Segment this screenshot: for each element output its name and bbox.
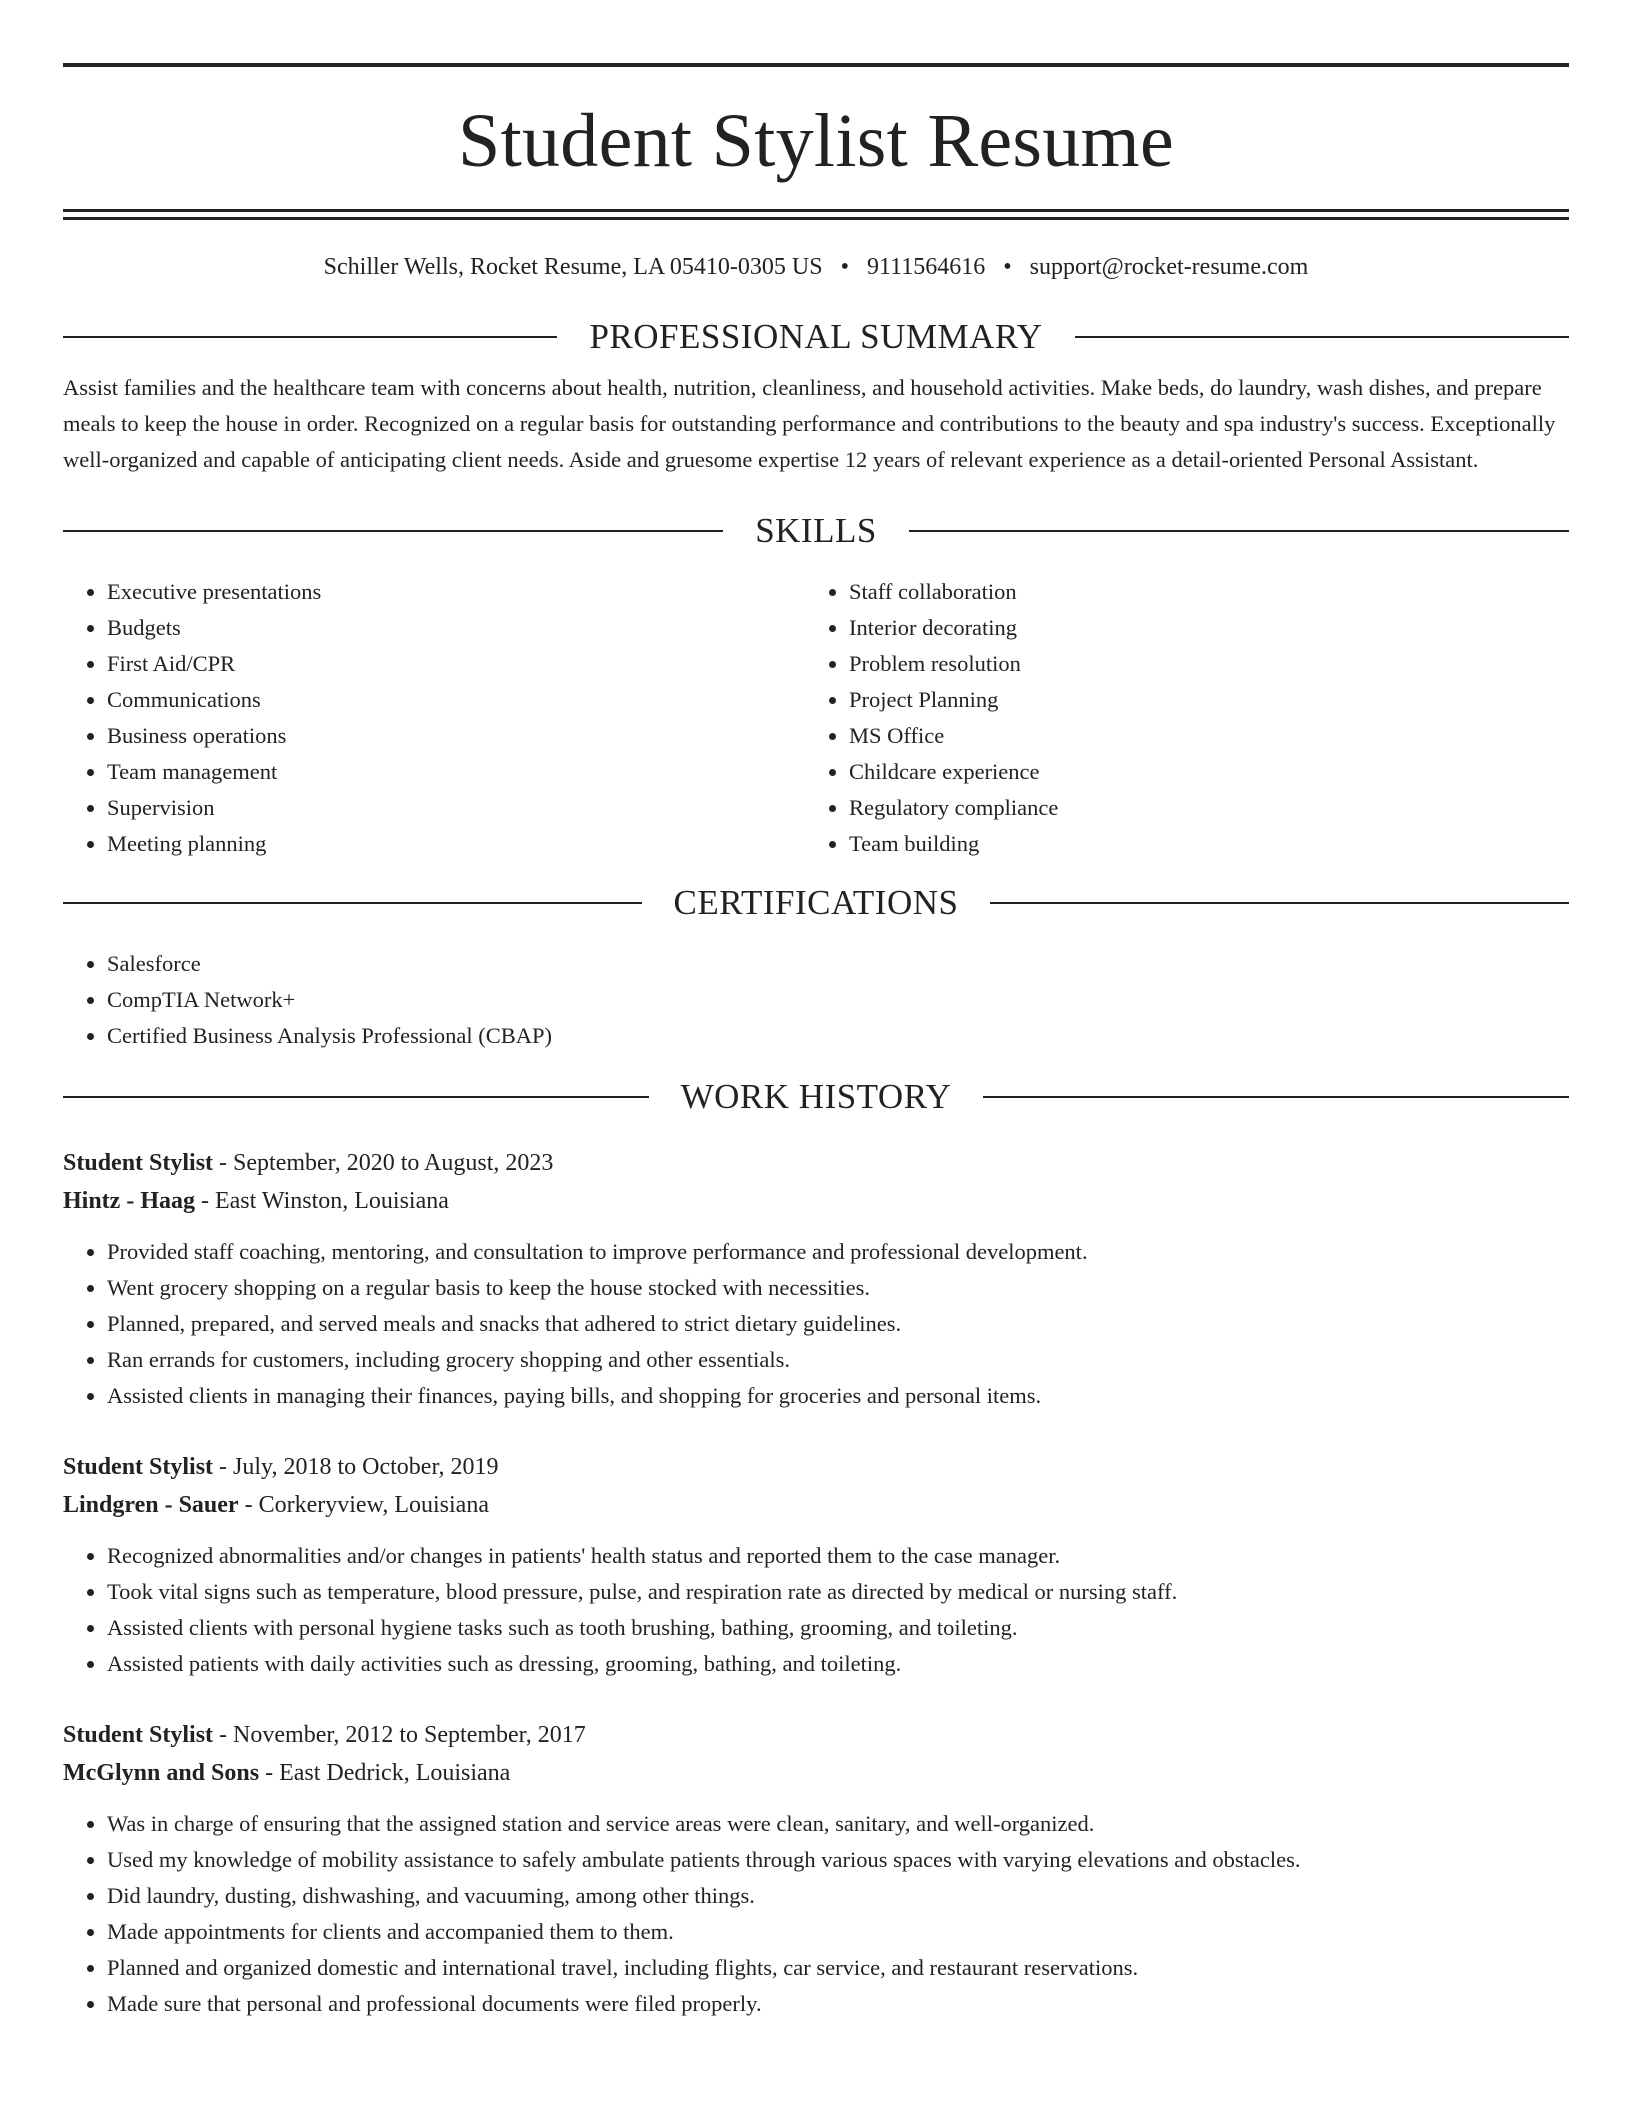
job-bullet: • Made sure that personal and professional documents were filed properly.	[107, 1986, 1569, 2022]
skills-title: SKILLS	[755, 510, 877, 550]
job-title-line	[63, 1144, 1569, 1182]
skills-column-left	[63, 574, 805, 862]
top-rule	[63, 63, 1569, 67]
summary-title: PROFESSIONAL SUMMARY	[589, 316, 1043, 356]
skill-item: • First Aid/CPR	[107, 646, 805, 682]
contact-address: Schiller Wells, Rocket Resume, LA 05410-0305 US	[323, 254, 823, 280]
job-title: Student Stylist	[63, 1453, 214, 1480]
skills-column-right	[805, 574, 1547, 862]
job-bullets	[63, 1234, 1569, 1414]
job-company-line	[63, 1486, 1569, 1524]
job-entry	[63, 1144, 1569, 1414]
job-bullet: • Used my knowledge of mobility assistance to safely ambulate patients through various spaces with varying elevations and obstacles.	[107, 1842, 1569, 1878]
job-bullet: • Assisted clients with personal hygiene tasks such as tooth brushing, bathing, grooming, and toileting.	[107, 1610, 1569, 1646]
job-title: Student Stylist	[63, 1149, 214, 1176]
skill-item: • Interior decorating	[849, 610, 1547, 646]
work-history-heading	[63, 1076, 1569, 1118]
job-location: - East Dedrick, Louisiana	[259, 1759, 511, 1786]
contact-separator: •	[840, 254, 849, 280]
title-double-rule	[63, 209, 1569, 220]
heading-rule-right	[990, 902, 1569, 904]
job-bullet: • Was in charge of ensuring that the assigned station and service areas were clean, sanitary, and well-organized.	[107, 1806, 1569, 1842]
resume-title: Student Stylist Resume	[458, 99, 1174, 183]
job-bullet: • Provided staff coaching, mentoring, and consultation to improve performance and professional development.	[107, 1234, 1569, 1270]
certifications-list	[63, 946, 1569, 1054]
job-location: - Corkeryview, Louisiana	[238, 1491, 489, 1518]
skill-item: • Childcare experience	[849, 754, 1547, 790]
job-company: Lindgren - Sauer	[63, 1491, 239, 1518]
job-dates: - September, 2020 to August, 2023	[213, 1149, 554, 1176]
skill-item: • Problem resolution	[849, 646, 1547, 682]
job-bullet: • Went grocery shopping on a regular basis to keep the house stocked with necessities.	[107, 1270, 1569, 1306]
heading-rule-right	[1075, 336, 1569, 338]
heading-rule-left	[63, 336, 557, 338]
job-location: - East Winston, Louisiana	[195, 1187, 449, 1214]
job-bullet: • Planned, prepared, and served meals and snacks that adhered to strict dietary guidelines.	[107, 1306, 1569, 1342]
heading-rule-right	[983, 1096, 1569, 1098]
job-dates: - July, 2018 to October, 2019	[213, 1453, 499, 1480]
job-title-line	[63, 1448, 1569, 1486]
job-title: Student Stylist	[63, 1721, 214, 1748]
job-bullet: • Planned and organized domestic and international travel, including flights, car service, and restaurant reservations.	[107, 1950, 1569, 1986]
job-entry	[63, 1448, 1569, 1682]
job-title-line	[63, 1716, 1569, 1754]
job-bullet: • Assisted clients in managing their finances, paying bills, and shopping for groceries and personal items.	[107, 1378, 1569, 1414]
job-bullet: • Did laundry, dusting, dishwashing, and vacuuming, among other things.	[107, 1878, 1569, 1914]
contact-phone: 9111564616	[867, 254, 986, 280]
certifications-heading	[63, 882, 1569, 924]
job-bullet: • Recognized abnormalities and/or changes in patients' health status and reported them to the case manager.	[107, 1538, 1569, 1574]
skill-item: • Communications	[107, 682, 805, 718]
skill-item: • Business operations	[107, 718, 805, 754]
skill-item: • MS Office	[849, 718, 1547, 754]
skills-list	[63, 574, 1569, 862]
job-company: McGlynn and Sons	[63, 1759, 260, 1786]
job-bullet: • Took vital signs such as temperature, blood pressure, pulse, and respiration rate as directed by medical or nursing staff.	[107, 1574, 1569, 1610]
summary-text: Assist families and the healthcare team with concerns about health, nutrition, cleanliness, and household activities. Make beds, do laundry, wash dishes, and prepare meals to keep the house in order. Recognized on a regular basis for outstanding performance and contributions to the beauty and spa industry's success. Exceptionally well-organized and capable of anticipating client needs. Aside and gruesome expertise 12 years of relevant experience as a detail-oriented Personal Assistant.	[63, 374, 1556, 472]
heading-rule-right	[909, 530, 1569, 532]
job-bullets	[63, 1806, 1569, 2022]
contact-separator: •	[1003, 254, 1012, 280]
job-bullet: • Assisted patients with daily activities such as dressing, grooming, bathing, and toileting.	[107, 1646, 1569, 1682]
skill-item: • Regulatory compliance	[849, 790, 1547, 826]
job-bullet: • Ran errands for customers, including grocery shopping and other essentials.	[107, 1342, 1569, 1378]
job-company-line	[63, 1182, 1569, 1220]
skill-item: • Team management	[107, 754, 805, 790]
job-dates: - November, 2012 to September, 2017	[213, 1721, 586, 1748]
skill-item: • Team building	[849, 826, 1547, 862]
work-history-title: WORK HISTORY	[680, 1076, 952, 1116]
job-company-line	[63, 1754, 1569, 1792]
heading-rule-left	[63, 1096, 649, 1098]
contact-email: support@rocket-resume.com	[1029, 254, 1309, 280]
certification-item: • CompTIA Network+	[107, 982, 1569, 1018]
skills-heading	[63, 510, 1569, 552]
skill-item: • Budgets	[107, 610, 805, 646]
job-company: Hintz - Haag	[63, 1187, 195, 1214]
skill-item: • Staff collaboration	[849, 574, 1547, 610]
heading-rule-left	[63, 530, 723, 532]
skill-item: • Supervision	[107, 790, 805, 826]
contact-line	[63, 253, 1569, 282]
job-entry	[63, 1716, 1569, 2022]
skill-item: • Meeting planning	[107, 826, 805, 862]
certification-item: • Certified Business Analysis Professional (CBAP)	[107, 1018, 1569, 1054]
summary-heading	[63, 316, 1569, 358]
skill-item: • Project Planning	[849, 682, 1547, 718]
heading-rule-left	[63, 902, 642, 904]
skill-item: • Executive presentations	[107, 574, 805, 610]
certification-item: • Salesforce	[107, 946, 1569, 982]
certifications-title: CERTIFICATIONS	[673, 882, 959, 922]
job-bullets	[63, 1538, 1569, 1682]
job-bullet: • Made appointments for clients and accompanied them to them.	[107, 1914, 1569, 1950]
